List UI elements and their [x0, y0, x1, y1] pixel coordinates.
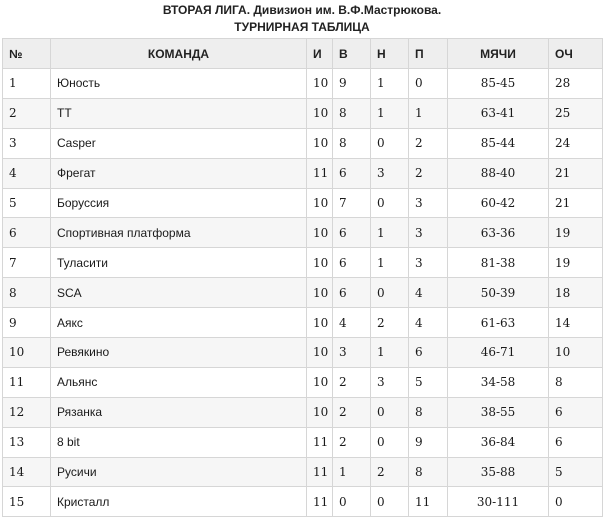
cell-points: 21 — [549, 188, 603, 218]
cell-position: 5 — [3, 188, 51, 218]
cell-draw: 1 — [371, 248, 409, 278]
cell-played: 10 — [307, 397, 333, 427]
cell-goals: 38-55 — [448, 397, 549, 427]
header-row — [3, 39, 603, 69]
cell-goals: 35-88 — [448, 457, 549, 487]
cell-played: 11 — [307, 487, 333, 517]
cell-won: 6 — [333, 248, 371, 278]
col-header-won: В — [333, 39, 371, 69]
cell-played: 11 — [307, 427, 333, 457]
cell-lost: 2 — [409, 158, 448, 188]
col-header-draw: Н — [371, 39, 409, 69]
table-row — [3, 98, 603, 128]
cell-lost: 3 — [409, 248, 448, 278]
table-row — [3, 128, 603, 158]
cell-lost: 8 — [409, 457, 448, 487]
col-header-played: И — [307, 39, 333, 69]
table-row — [3, 367, 603, 397]
cell-team: Фрегат — [51, 158, 307, 188]
cell-won: 3 — [333, 338, 371, 368]
cell-points: 5 — [549, 457, 603, 487]
table-row — [3, 457, 603, 487]
cell-team: SCA — [51, 278, 307, 308]
cell-position: 15 — [3, 487, 51, 517]
cell-lost: 2 — [409, 128, 448, 158]
cell-played: 10 — [307, 218, 333, 248]
col-header-lost: П — [409, 39, 448, 69]
cell-team: 8 bit — [51, 427, 307, 457]
cell-points: 10 — [549, 338, 603, 368]
col-header-goals: МЯЧИ — [448, 39, 549, 69]
table-row — [3, 158, 603, 188]
cell-draw: 0 — [371, 278, 409, 308]
cell-goals: 63-36 — [448, 218, 549, 248]
cell-points: 6 — [549, 427, 603, 457]
cell-team: Боруссия — [51, 188, 307, 218]
cell-played: 10 — [307, 308, 333, 338]
table-row — [3, 427, 603, 457]
cell-draw: 1 — [371, 98, 409, 128]
cell-team: Альянс — [51, 367, 307, 397]
cell-points: 8 — [549, 367, 603, 397]
cell-position: 6 — [3, 218, 51, 248]
cell-goals: 85-44 — [448, 128, 549, 158]
cell-lost: 9 — [409, 427, 448, 457]
cell-lost: 0 — [409, 69, 448, 99]
cell-won: 8 — [333, 98, 371, 128]
cell-position: 8 — [3, 278, 51, 308]
col-header-points: ОЧ — [549, 39, 603, 69]
cell-points: 25 — [549, 98, 603, 128]
cell-draw: 1 — [371, 69, 409, 99]
cell-won: 1 — [333, 457, 371, 487]
cell-team: Аякс — [51, 308, 307, 338]
cell-team: Casper — [51, 128, 307, 158]
cell-draw: 1 — [371, 218, 409, 248]
cell-points: 14 — [549, 308, 603, 338]
cell-played: 10 — [307, 338, 333, 368]
cell-won: 8 — [333, 128, 371, 158]
cell-draw: 0 — [371, 188, 409, 218]
cell-points: 28 — [549, 69, 603, 99]
cell-lost: 1 — [409, 98, 448, 128]
standings-body — [3, 69, 603, 517]
cell-played: 10 — [307, 248, 333, 278]
cell-goals: 63-41 — [448, 98, 549, 128]
cell-goals: 46-71 — [448, 338, 549, 368]
cell-goals: 34-58 — [448, 367, 549, 397]
cell-lost: 4 — [409, 278, 448, 308]
cell-won: 4 — [333, 308, 371, 338]
cell-played: 10 — [307, 278, 333, 308]
cell-draw: 1 — [371, 338, 409, 368]
table-row — [3, 248, 603, 278]
cell-won: 6 — [333, 158, 371, 188]
cell-played: 10 — [307, 367, 333, 397]
cell-draw: 2 — [371, 308, 409, 338]
cell-points: 19 — [549, 248, 603, 278]
cell-played: 11 — [307, 457, 333, 487]
cell-points: 24 — [549, 128, 603, 158]
cell-goals: 85-45 — [448, 69, 549, 99]
cell-position: 10 — [3, 338, 51, 368]
cell-goals: 81-38 — [448, 248, 549, 278]
cell-points: 21 — [549, 158, 603, 188]
cell-won: 2 — [333, 397, 371, 427]
cell-position: 11 — [3, 367, 51, 397]
cell-goals: 60-42 — [448, 188, 549, 218]
cell-draw: 0 — [371, 427, 409, 457]
cell-lost: 8 — [409, 397, 448, 427]
cell-points: 19 — [549, 218, 603, 248]
cell-position: 13 — [3, 427, 51, 457]
cell-played: 11 — [307, 158, 333, 188]
cell-won: 0 — [333, 487, 371, 517]
cell-position: 7 — [3, 248, 51, 278]
cell-position: 3 — [3, 128, 51, 158]
cell-goals: 36-84 — [448, 427, 549, 457]
league-title: ВТОРАЯ ЛИГА. Дивизион им. В.Ф.Мастрюкова. — [162, 3, 442, 17]
cell-won: 2 — [333, 427, 371, 457]
cell-team: Юность — [51, 69, 307, 99]
cell-team: Туласити — [51, 248, 307, 278]
cell-draw: 0 — [371, 487, 409, 517]
cell-won: 7 — [333, 188, 371, 218]
cell-lost: 6 — [409, 338, 448, 368]
cell-lost: 4 — [409, 308, 448, 338]
cell-points: 6 — [549, 397, 603, 427]
cell-won: 2 — [333, 367, 371, 397]
cell-draw: 0 — [371, 397, 409, 427]
cell-team: ТТ — [51, 98, 307, 128]
cell-goals: 61-63 — [448, 308, 549, 338]
cell-goals: 30-111 — [448, 487, 549, 517]
cell-lost: 5 — [409, 367, 448, 397]
cell-goals: 88-40 — [448, 158, 549, 188]
col-header-team: КОМАНДА — [51, 39, 307, 69]
cell-team: Спортивная платформа — [51, 218, 307, 248]
cell-points: 18 — [549, 278, 603, 308]
table-row — [3, 188, 603, 218]
cell-won: 9 — [333, 69, 371, 99]
table-row — [3, 338, 603, 368]
cell-draw: 2 — [371, 457, 409, 487]
cell-draw: 3 — [371, 367, 409, 397]
cell-draw: 3 — [371, 158, 409, 188]
table-row — [3, 278, 603, 308]
cell-played: 10 — [307, 188, 333, 218]
cell-lost: 3 — [409, 218, 448, 248]
cell-lost: 11 — [409, 487, 448, 517]
cell-position: 12 — [3, 397, 51, 427]
cell-position: 1 — [3, 69, 51, 99]
cell-position: 4 — [3, 158, 51, 188]
cell-goals: 50-39 — [448, 278, 549, 308]
cell-team: Рязанка — [51, 397, 307, 427]
table-row — [3, 218, 603, 248]
cell-won: 6 — [333, 278, 371, 308]
table-row — [3, 308, 603, 338]
cell-draw: 0 — [371, 128, 409, 158]
cell-team: Кристалл — [51, 487, 307, 517]
cell-team: Русичи — [51, 457, 307, 487]
cell-played: 10 — [307, 128, 333, 158]
table-title: ТУРНИРНАЯ ТАБЛИЦА — [234, 20, 370, 34]
cell-position: 14 — [3, 457, 51, 487]
table-row — [3, 69, 603, 99]
standings-table — [2, 38, 603, 517]
cell-lost: 3 — [409, 188, 448, 218]
cell-played: 10 — [307, 98, 333, 128]
cell-won: 6 — [333, 218, 371, 248]
cell-position: 2 — [3, 98, 51, 128]
cell-team: Ревякино — [51, 338, 307, 368]
cell-points: 0 — [549, 487, 603, 517]
cell-position: 9 — [3, 308, 51, 338]
col-header-position: № — [3, 39, 51, 69]
table-row — [3, 397, 603, 427]
cell-played: 10 — [307, 69, 333, 99]
table-row — [3, 487, 603, 517]
